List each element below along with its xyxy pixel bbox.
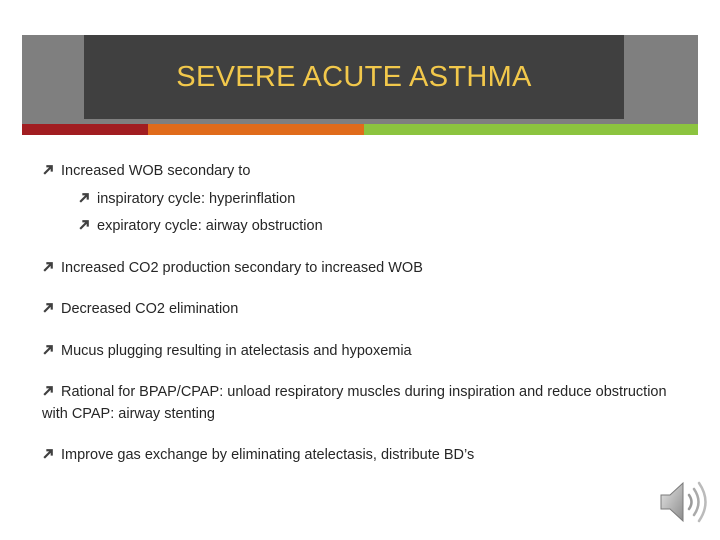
bullet-text: Mucus plugging resulting in atelectasis and hypoxemia bbox=[61, 343, 412, 359]
accent-bar-red bbox=[22, 124, 148, 135]
accent-bar-orange bbox=[148, 124, 364, 135]
bullet-text: Decreased CO2 elimination bbox=[61, 301, 239, 317]
bullet-text: Improve gas exchange by eliminating atelectasis, distribute BD’s bbox=[61, 447, 475, 463]
arrow-up-right-icon bbox=[42, 447, 55, 460]
bullet-text: expiratory cycle: airway obstruction bbox=[97, 218, 323, 234]
bullet-item bbox=[42, 298, 682, 320]
arrow-up-right-icon bbox=[78, 191, 91, 204]
bullet-item bbox=[42, 160, 682, 182]
slide-title: SEVERE ACUTE ASTHMA bbox=[176, 60, 532, 93]
bullet-item bbox=[42, 444, 682, 466]
bullet-text: Increased CO2 production secondary to increased WOB bbox=[61, 260, 423, 276]
bullet-sub-item bbox=[78, 215, 678, 237]
title-box bbox=[84, 35, 624, 119]
arrow-up-right-icon bbox=[78, 218, 91, 231]
bullet-text: Increased WOB secondary to bbox=[61, 163, 251, 179]
speaker-icon[interactable] bbox=[655, 474, 711, 530]
arrow-up-right-icon bbox=[42, 384, 55, 397]
bullet-sub-item bbox=[78, 188, 678, 210]
accent-bar-green bbox=[364, 124, 698, 135]
arrow-up-right-icon bbox=[42, 343, 55, 356]
bullet-item bbox=[42, 257, 682, 279]
bullet-item bbox=[42, 340, 682, 362]
arrow-up-right-icon bbox=[42, 260, 55, 273]
bullet-item bbox=[42, 381, 672, 425]
bullet-text: inspiratory cycle: hyperinflation bbox=[97, 191, 296, 207]
arrow-up-right-icon bbox=[42, 163, 55, 176]
arrow-up-right-icon bbox=[42, 301, 55, 314]
bullet-text: Rational for BPAP/CPAP: unload respiratory muscles during inspiration and reduce obstruction with CPAP: airway stenting bbox=[42, 384, 667, 422]
